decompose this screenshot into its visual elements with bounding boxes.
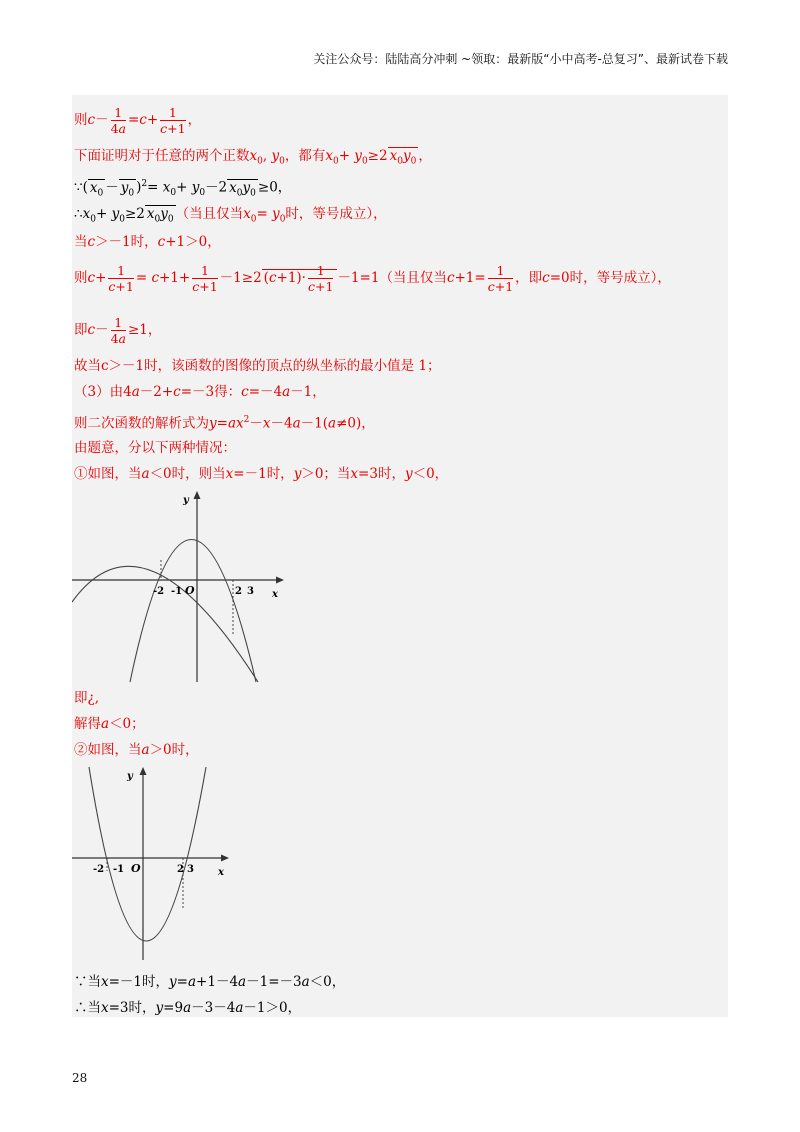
figure-case1-graph — [72, 487, 292, 687]
case1-conclusion-line: 即¿, — [74, 690, 100, 706]
equation-line-7: 即c－ $\frac{1}{4a}$ ≥1， — [74, 315, 162, 346]
equality-note-2: 时，等号成立）， — [285, 206, 387, 222]
tick-label-minus1: -1 — [113, 864, 125, 875]
case1-text-5: 时， — [377, 466, 405, 482]
equation-line-6: 则c+ $\frac{1}{c+1}$ = c+1+ $\frac{1}{c+1}$ －1≥2 (c+1)· $\frac{1}{c+1}$ －1=1（当且仅当c+1= $\frac{1}{c+1}$ ，即c=0时，等号成立）， — [74, 263, 671, 294]
equation-line-5: 当c＞－1时，c+1＞0， — [74, 234, 221, 250]
case2-eval-text-4: 时， — [128, 1000, 156, 1016]
equation-line-1: 则c－ $\frac{1}{4a}$ =c+ $\frac{1}{c+1}$ ， — [74, 105, 202, 136]
case2-eval-text-3: ∴当 — [74, 1000, 101, 1016]
origin-label: O — [185, 584, 195, 597]
proof-intro-text: 下面证明对于任意的两个正数 — [74, 148, 250, 164]
tick-label-minus2: -2 — [153, 586, 165, 597]
tick-label-minus1: -1 — [171, 586, 183, 597]
case1-text-3: 时， — [266, 466, 294, 482]
case2-line: ②如图，当a＞0时， — [74, 742, 199, 758]
tick-label-2: 2 — [235, 586, 242, 597]
part3-line: （3）由4a－2+c=－3得：c=－4a－1， — [74, 384, 326, 400]
page-header: 关注公众号：陆陆高分冲刺 ~领取：最新版“小中高考-总复习”、最新试卷下载 — [313, 52, 728, 66]
conclusion-line: 故当c＞－1时，该函数的图像的顶点的纵坐标的最小值是 1； — [74, 358, 441, 374]
case1-solution-line: 解得a＜0； — [74, 716, 145, 732]
parabola-curve — [89, 767, 206, 941]
x-axis-label: x — [218, 867, 224, 878]
case1-text: ①如图，当 — [74, 466, 142, 482]
tick-label-3: 3 — [187, 864, 194, 875]
y-axis-label: y — [183, 495, 189, 506]
y-axis-arrow-icon — [194, 491, 201, 499]
case2-text: ②如图，当 — [74, 742, 142, 758]
proof-intro-line: 下面证明对于任意的两个正数$x_0$, $y_0$，都有$x_0+ y_0\ge 2$ $x_0y_0$ ， — [74, 148, 432, 167]
case1-line: ①如图，当a＜0时，则当x=－1时，y＞0；当x=3时，y＜0， — [74, 466, 449, 482]
origin-label: O — [131, 862, 141, 875]
equality-note-4: ，即 — [515, 270, 543, 286]
function-expression-text: 则二次函数的解析式为 — [74, 415, 209, 432]
y-axis-label: y — [127, 771, 133, 782]
line-5-text: 当 — [74, 234, 88, 250]
x-axis-label: x — [272, 589, 278, 600]
wide-parabola-curve — [72, 566, 258, 682]
case1-text-2: 时，则当 — [171, 466, 226, 482]
equality-note: （当且仅当 — [175, 206, 244, 222]
part3-text: （3）由 — [74, 384, 124, 400]
function-expression-line: 则二次函数的解析式为$y=ax^2-x-4a-1(a\ne 0)$， — [74, 415, 375, 432]
line-7-text: 即 — [74, 322, 88, 338]
y-axis-arrow-icon — [140, 767, 147, 775]
case2-eval-text-2: 时， — [142, 974, 170, 990]
case2-eval-text: ∵当 — [74, 974, 101, 990]
page-number: 28 — [72, 1071, 88, 1085]
x-axis-arrow-icon — [276, 577, 284, 584]
solution-content — [72, 95, 728, 1017]
equality-note-3: （当且仅当 — [379, 270, 447, 286]
tick-label-minus2: -2 — [93, 864, 105, 875]
narrow-parabola-curve — [130, 540, 256, 683]
tick-label-3: 3 — [247, 586, 254, 597]
part3-text-2: 得： — [214, 384, 242, 400]
proof-intro-text-2: ，都有 — [284, 148, 326, 164]
case2-eval-line-2: ∴当x=3时，y=9a－3－4a－1＞0， — [74, 1000, 302, 1016]
case1-text-4: ；当 — [323, 466, 351, 482]
x-axis-arrow-icon — [221, 855, 229, 862]
case2-text-2: 时， — [171, 742, 199, 758]
figure-case2-graph — [72, 765, 242, 965]
cases-intro-line: 由题意，分以下两种情况： — [74, 440, 236, 456]
equation-line-3: ∵( $x_0 - y_0$ )$^2= x_0+ y_0-2$ $x_0y_0 \ge 0$， — [74, 179, 292, 199]
case2-eval-line-1: ∵当x=－1时，y=a+1－4a－1=－3a＜0， — [74, 974, 346, 990]
equality-note-5: 时，等号成立）， — [569, 270, 671, 286]
case1-solution-text: 解得 — [74, 716, 101, 732]
equation-line-4: $\therefore x_0+ y_0\ge 2$ $x_0y_0$ （当且仅当$x_0= y_0$时，等号成立）， — [74, 206, 387, 225]
tick-label-2: 2 — [177, 864, 184, 875]
